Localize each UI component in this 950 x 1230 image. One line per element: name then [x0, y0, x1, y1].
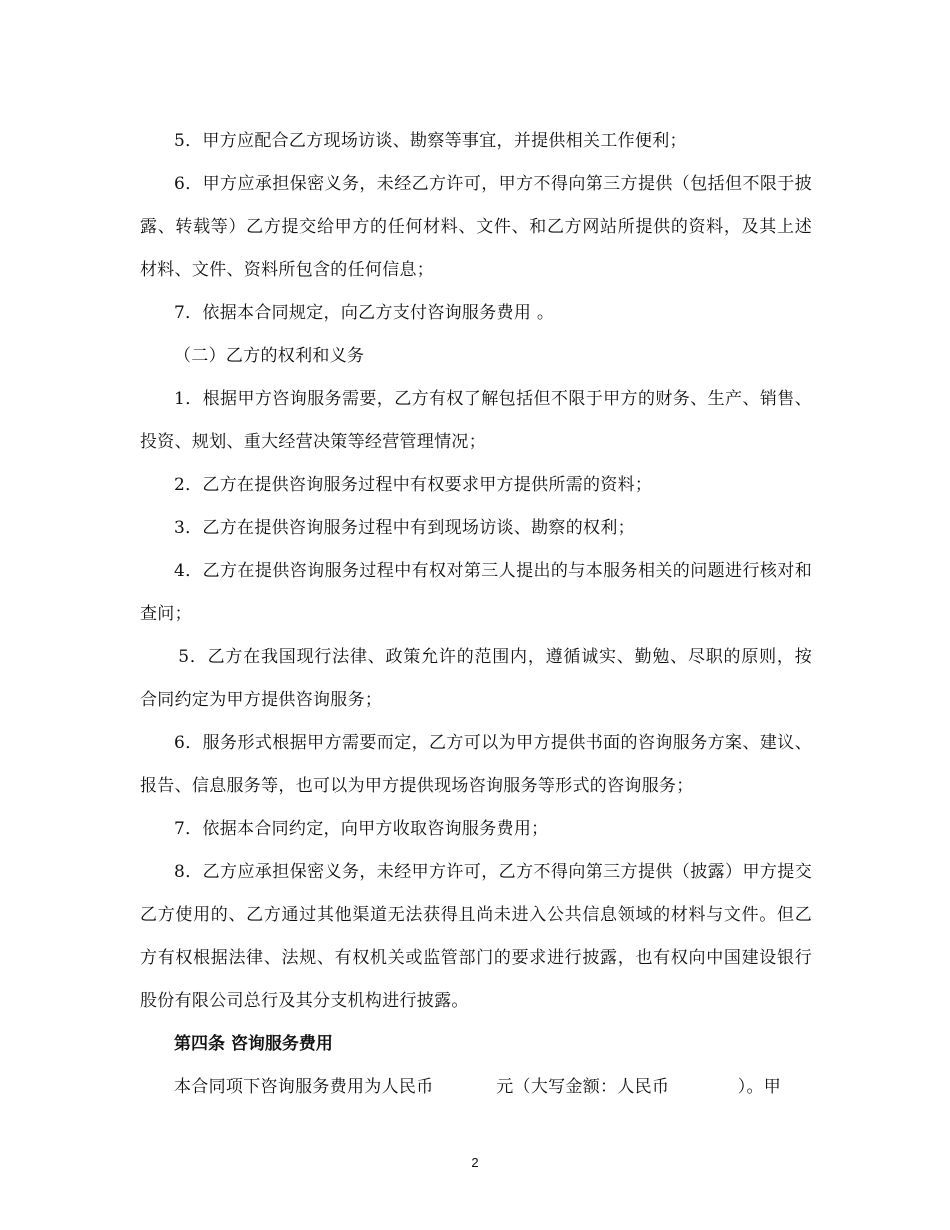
clause-a7: 7．依据本合同规定，向乙方支付咨询服务费用 。 [174, 303, 555, 323]
fee-text-part-1: 本合同项下咨询服务费用为人民币 [174, 1077, 434, 1097]
article-4-heading: 第四条 咨询服务费用 [174, 1034, 333, 1054]
article-4-fee-line [140, 1066, 812, 1109]
fee-text-part-2: 元（大写金额：人民币 [496, 1077, 670, 1097]
document-body [140, 120, 812, 1109]
clause-b8: 8．乙方应承担保密义务，未经甲方许可，乙方不得向第三方提供（披露）甲方提交乙方使用的、乙方通过其他渠道无法获得且尚未进入公共信息领域的材料与文件。但乙方有权根据法律、法规、有权机关或监管部门的要求进行披露，也有权向中国建设银行股份有限公司总行及其分支机构进行披露。 [140, 862, 812, 1011]
clause-b7: 7．依据本合同约定，向甲方收取咨询服务费用； [174, 819, 549, 839]
clause-b3: 3．乙方在提供咨询服务过程中有到现场访谈、勘察的权利； [174, 518, 635, 538]
clause-b5: 5．乙方在我国现行法律、政策允许的范围内，遵循诚实、勤勉、尽职的原则，按合同约定为甲方提供咨询服务； [140, 647, 812, 710]
fee-amount-words-blank [669, 1077, 737, 1097]
fee-text-part-3: ）。甲 [737, 1077, 782, 1097]
clause-a6: 6．甲方应承担保密义务，未经乙方许可，甲方不得向第三方提供（包括但不限于披露、转载等）乙方提交给甲方的任何材料、文件、和乙方网站所提供的资料，及其上述材料、文件、资料所包含的任何信息； [140, 174, 812, 280]
clause-b2: 2．乙方在提供咨询服务过程中有权要求甲方提供所需的资料； [174, 475, 653, 495]
section-heading-party-b: （二）乙方的权利和义务 [174, 346, 365, 366]
page-number: 2 [471, 1155, 479, 1170]
clause-b1: 1．根据甲方咨询服务需要，乙方有权了解包括但不限于甲方的财务、生产、销售、投资、规划、重大经营决策等经营管理情况； [140, 389, 812, 452]
clause-b4: 4．乙方在提供咨询服务过程中有权对第三人提出的与本服务相关的问题进行核对和查问； [140, 561, 812, 624]
fee-amount-blank [434, 1077, 497, 1097]
clause-b6: 6．服务形式根据甲方需要而定，乙方可以为甲方提供书面的咨询服务方案、建议、报告、信息服务等，也可以为甲方提供现场咨询服务等形式的咨询服务； [140, 733, 812, 796]
clause-a5: 5．甲方应配合乙方现场访谈、勘察等事宜，并提供相关工作便利； [174, 131, 687, 151]
